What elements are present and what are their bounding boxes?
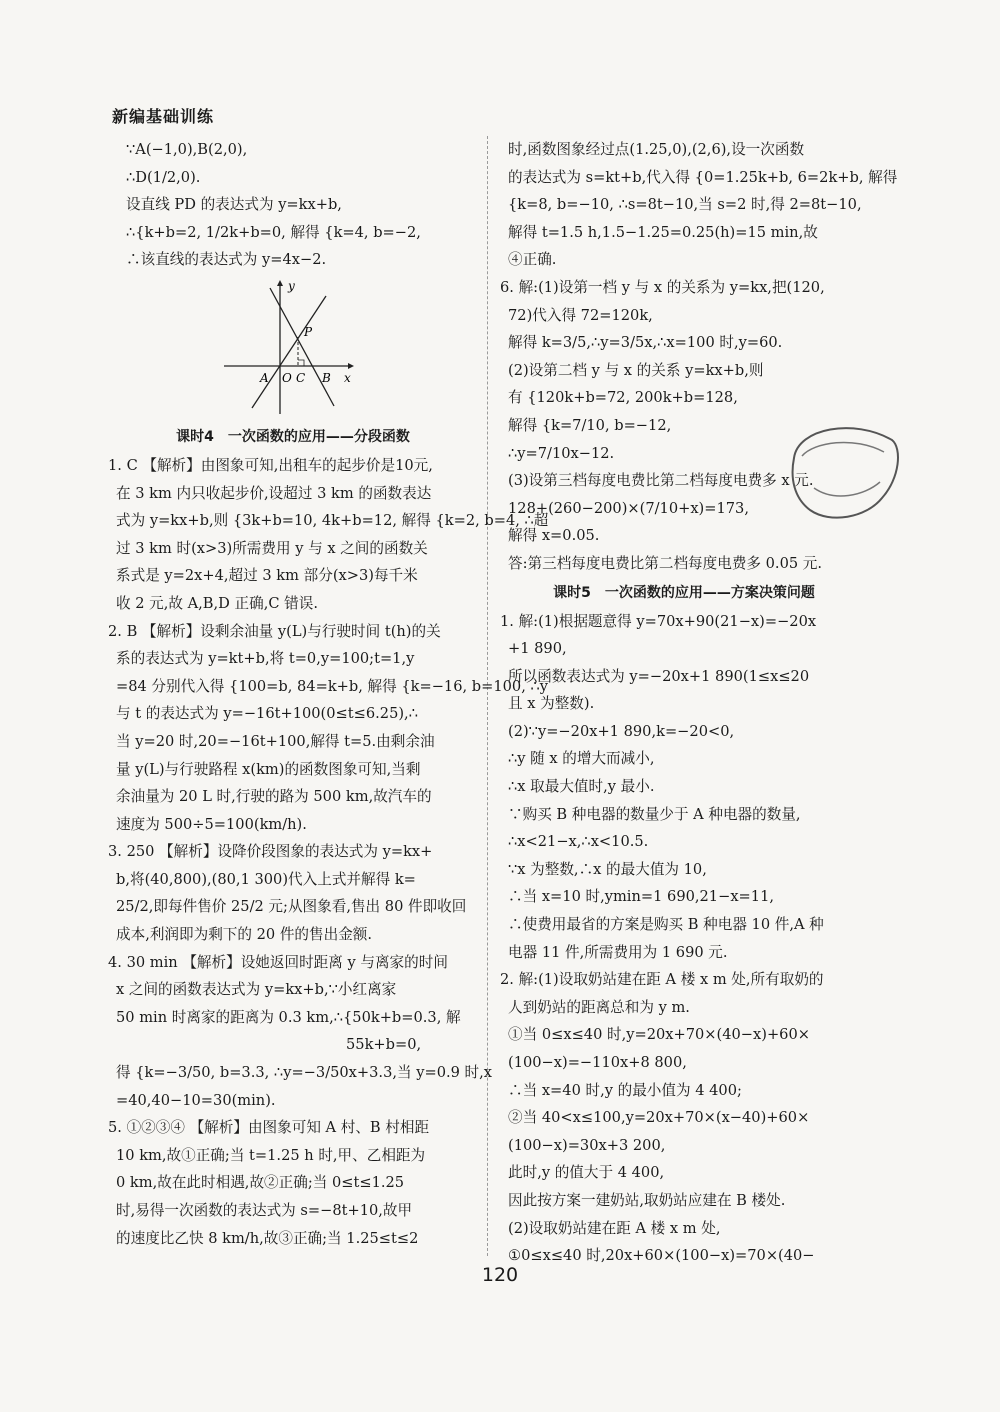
text-line: 时,易得一次函数的表达式为 s=−8t+10,故甲	[116, 1202, 413, 1219]
label-a: A	[260, 370, 269, 385]
text-line: 1. 解:(1)根据题意得 y=70x+90(21−x)=−20x	[500, 612, 817, 630]
text-line: 的速度比乙快 8 km/h,故③正确;当 1.25≤t≤2	[116, 1229, 419, 1247]
text-line: ∴{k+b=2, 1/2k+b=0, 解得 {k=4, b=−2,	[126, 223, 421, 241]
text-line: 速度为 500÷5=100(km/h).	[116, 815, 307, 833]
text-line: 128+(260−200)×(7/10+x)=173,	[508, 499, 749, 517]
column-divider	[487, 136, 488, 1256]
line-pd	[252, 296, 326, 408]
text-line: 得 {k=−3/50, b=3.3, ∴y=−3/50x+3.3,当 y=0.9 时,x	[116, 1064, 493, 1082]
text-line: 设直线 PD 的表达式为 y=kx+b,	[126, 196, 342, 214]
text-line: 系式是 y=2x+4,超过 3 km 部分(x>3)每千米	[116, 567, 418, 585]
text-line: 50 min 时离家的距离为 0.3 km,∴{50k+b=0.3, 解	[116, 1008, 461, 1026]
text-line: ④正确.	[508, 251, 557, 269]
text-line: ∴当 x=10 时,ymin=1 690,21−x=11,	[508, 888, 774, 906]
section-title: 课时4 一次函数的应用——分段函数	[176, 428, 410, 445]
text-line: 成本,利润即为剩下的 20 件的售出金额.	[116, 926, 373, 944]
text-line: (2)∵y=−20x+1 890,k=−20<0,	[508, 722, 735, 740]
text-line: 解得 x=0.05.	[508, 527, 600, 545]
right-column	[500, 136, 898, 1270]
text-line: (3)设第三档每度电费比第二档每度电费多 x 元.	[508, 472, 814, 490]
label-b: B	[322, 370, 331, 385]
text-line: ∴x<21−x,∴x<10.5.	[508, 833, 649, 851]
text-line: 量 y(L)与行驶路程 x(km)的函数图象可知,当剩	[116, 760, 421, 778]
text-line: 4. 30 min 【解析】设她返回时距离 y 与离家的时间	[108, 953, 448, 971]
text-line: ∴当 x=40 时,y 的最小值为 4 400;	[508, 1081, 742, 1099]
y-axis-arrow-icon	[277, 280, 283, 286]
text-line: 解得 k=3/5,∴y=3/5x,∴x=100 时,y=60.	[508, 334, 783, 352]
text-line: 3. 250 【解析】设降价段图象的表达式为 y=kx+	[108, 843, 433, 861]
text-line: ∴y=7/10x−12.	[508, 444, 615, 462]
text-line: 2. 解:(1)设取奶站建在距 A 楼 x m 处,所有取奶的	[500, 971, 824, 989]
stamp-icon	[784, 418, 904, 528]
text-line: ∵A(−1,0),B(2,0),	[126, 141, 248, 158]
text-line: {k=8, b=−10, ∴s=8t−10,当 s=2 时,得 2=8t−10,	[508, 196, 862, 214]
text-line: 解得 {k=7/10, b=−12,	[508, 416, 672, 434]
label-c: C	[296, 370, 306, 385]
text-line: 的表达式为 s=kt+b,代入得 {0=1.25k+b, 6=2k+b, 解得	[508, 168, 898, 186]
text-line: ∴y 随 x 的增大而减小,	[508, 750, 655, 768]
text-line: x 之间的函数表达式为 y=kx+b,∵小红离家	[116, 981, 397, 999]
text-line: 电器 11 件,所需费用为 1 690 元.	[508, 943, 728, 961]
text-line: ①当 0≤x≤40 时,y=20x+70×(40−x)+60×	[508, 1026, 810, 1044]
text-line: 6. 解:(1)设第一档 y 与 x 的关系为 y=kx,把(120,	[500, 278, 825, 296]
text-line: ∴x 取最大值时,y 最小.	[508, 778, 655, 796]
page-number: 120	[481, 1264, 519, 1286]
text-line: 10 km,故①正确;当 t=1.25 h 时,甲、乙相距为	[116, 1146, 426, 1164]
text-line: (2)设第二档 y 与 x 的关系 y=kx+b,则	[508, 361, 764, 379]
text-line: 0 km,故在此时相遇,故②正确;当 0≤t≤1.25	[116, 1174, 405, 1192]
text-line: (100−x)=−110x+8 800,	[508, 1054, 687, 1071]
coordinate-figure	[108, 278, 478, 418]
x-axis-arrow-icon	[348, 363, 354, 369]
section-title: 课时5 一次函数的应用——方案决策问题	[553, 584, 815, 601]
text-line: 5. ①②③④ 【解析】由图象可知 A 村、B 村相距	[108, 1119, 430, 1137]
text-line: 25/2,即每件售价 25/2 元;从图象看,售出 80 件即收回	[116, 898, 467, 916]
text-line: 余油量为 20 L 时,行驶的路为 500 km,故汽车的	[116, 788, 432, 806]
text-line: 且 x 为整数).	[508, 695, 595, 713]
text-line: 有 {120k+b=72, 200k+b=128,	[508, 389, 738, 407]
text-line: 55k+b=0,	[346, 1036, 422, 1054]
text-line: ①0≤x≤40 时,20x+60×(100−x)=70×(40−	[508, 1247, 815, 1265]
label-x: x	[344, 370, 351, 385]
text-line: 过 3 km 时(x>3)所需费用 y 与 x 之间的函数关	[116, 539, 428, 557]
text-line: 此时,y 的值大于 4 400,	[508, 1164, 665, 1182]
text-line: 时,函数图象经过点(1.25,0),(2,6),设一次函数	[508, 141, 805, 158]
text-line: +1 890,	[508, 640, 567, 658]
text-line: ②当 40<x≤100,y=20x+70×(x−40)+60×	[508, 1109, 810, 1127]
text-line: 解得 t=1.5 h,1.5−1.25=0.25(h)=15 min,故	[508, 223, 818, 241]
page-header: 新编基础训练	[112, 107, 215, 126]
text-line: 与 t 的表达式为 y=−16t+100(0≤t≤6.25),∴	[116, 705, 418, 723]
text-line: =84 分别代入得 {100=b, 84=k+b, 解得 {k=−16, b=100, ∴y	[116, 677, 549, 695]
text-line: ∴该直线的表达式为 y=4x−2.	[126, 251, 327, 269]
text-line: 收 2 元,故 A,B,D 正确,C 错误.	[116, 594, 318, 612]
label-o: O	[282, 370, 292, 385]
text-line: (100−x)=30x+3 200,	[508, 1136, 666, 1154]
right-angle-mark	[298, 360, 304, 366]
label-y: y	[288, 278, 295, 293]
text-line: 答:第三档每度电费比第二档每度电费多 0.05 元.	[508, 554, 823, 572]
text-line: 2. B 【解析】设剩余油量 y(L)与行驶时间 t(h)的关	[108, 622, 441, 640]
text-line: 所以函数表达式为 y=−20x+1 890(1≤x≤20	[508, 667, 810, 685]
label-p: P	[304, 324, 313, 339]
text-line: 人到奶站的距离总和为 y m.	[508, 998, 690, 1016]
text-line: ∵购买 B 种电器的数量少于 A 种电器的数量,	[508, 805, 801, 823]
text-line: ∴使费用最省的方案是购买 B 种电器 10 件,A 种	[508, 916, 824, 934]
text-line: 72)代入得 72=120k,	[508, 306, 653, 324]
line-graph	[218, 278, 358, 418]
text-line: (2)设取奶站建在距 A 楼 x m 处,	[508, 1219, 721, 1237]
text-line: ∵x 为整数,∴x 的最大值为 10,	[508, 860, 707, 878]
text-line: 1. C 【解析】由图象可知,出租车的起步价是10元,	[108, 456, 433, 474]
text-line: 因此按方案一建奶站,取奶站应建在 B 楼处.	[508, 1191, 786, 1209]
text-line: =40,40−10=30(min).	[116, 1091, 276, 1109]
text-line: b,将(40,800),(80,1 300)代入上式并解得 k=	[116, 870, 416, 888]
text-line: 当 y=20 时,20=−16t+100,解得 t=5.由剩余油	[116, 732, 435, 750]
text-line: ∴D(1/2,0).	[126, 168, 201, 186]
text-line: 式为 y=kx+b,则 {3k+b=10, 4k+b=12, 解得 {k=2, b=4, ∴超	[116, 512, 549, 530]
text-line: 在 3 km 内只收起步价,设超过 3 km 的函数表达	[116, 484, 432, 502]
text-line: 系的表达式为 y=kt+b,将 t=0,y=100;t=1,y	[116, 650, 415, 668]
